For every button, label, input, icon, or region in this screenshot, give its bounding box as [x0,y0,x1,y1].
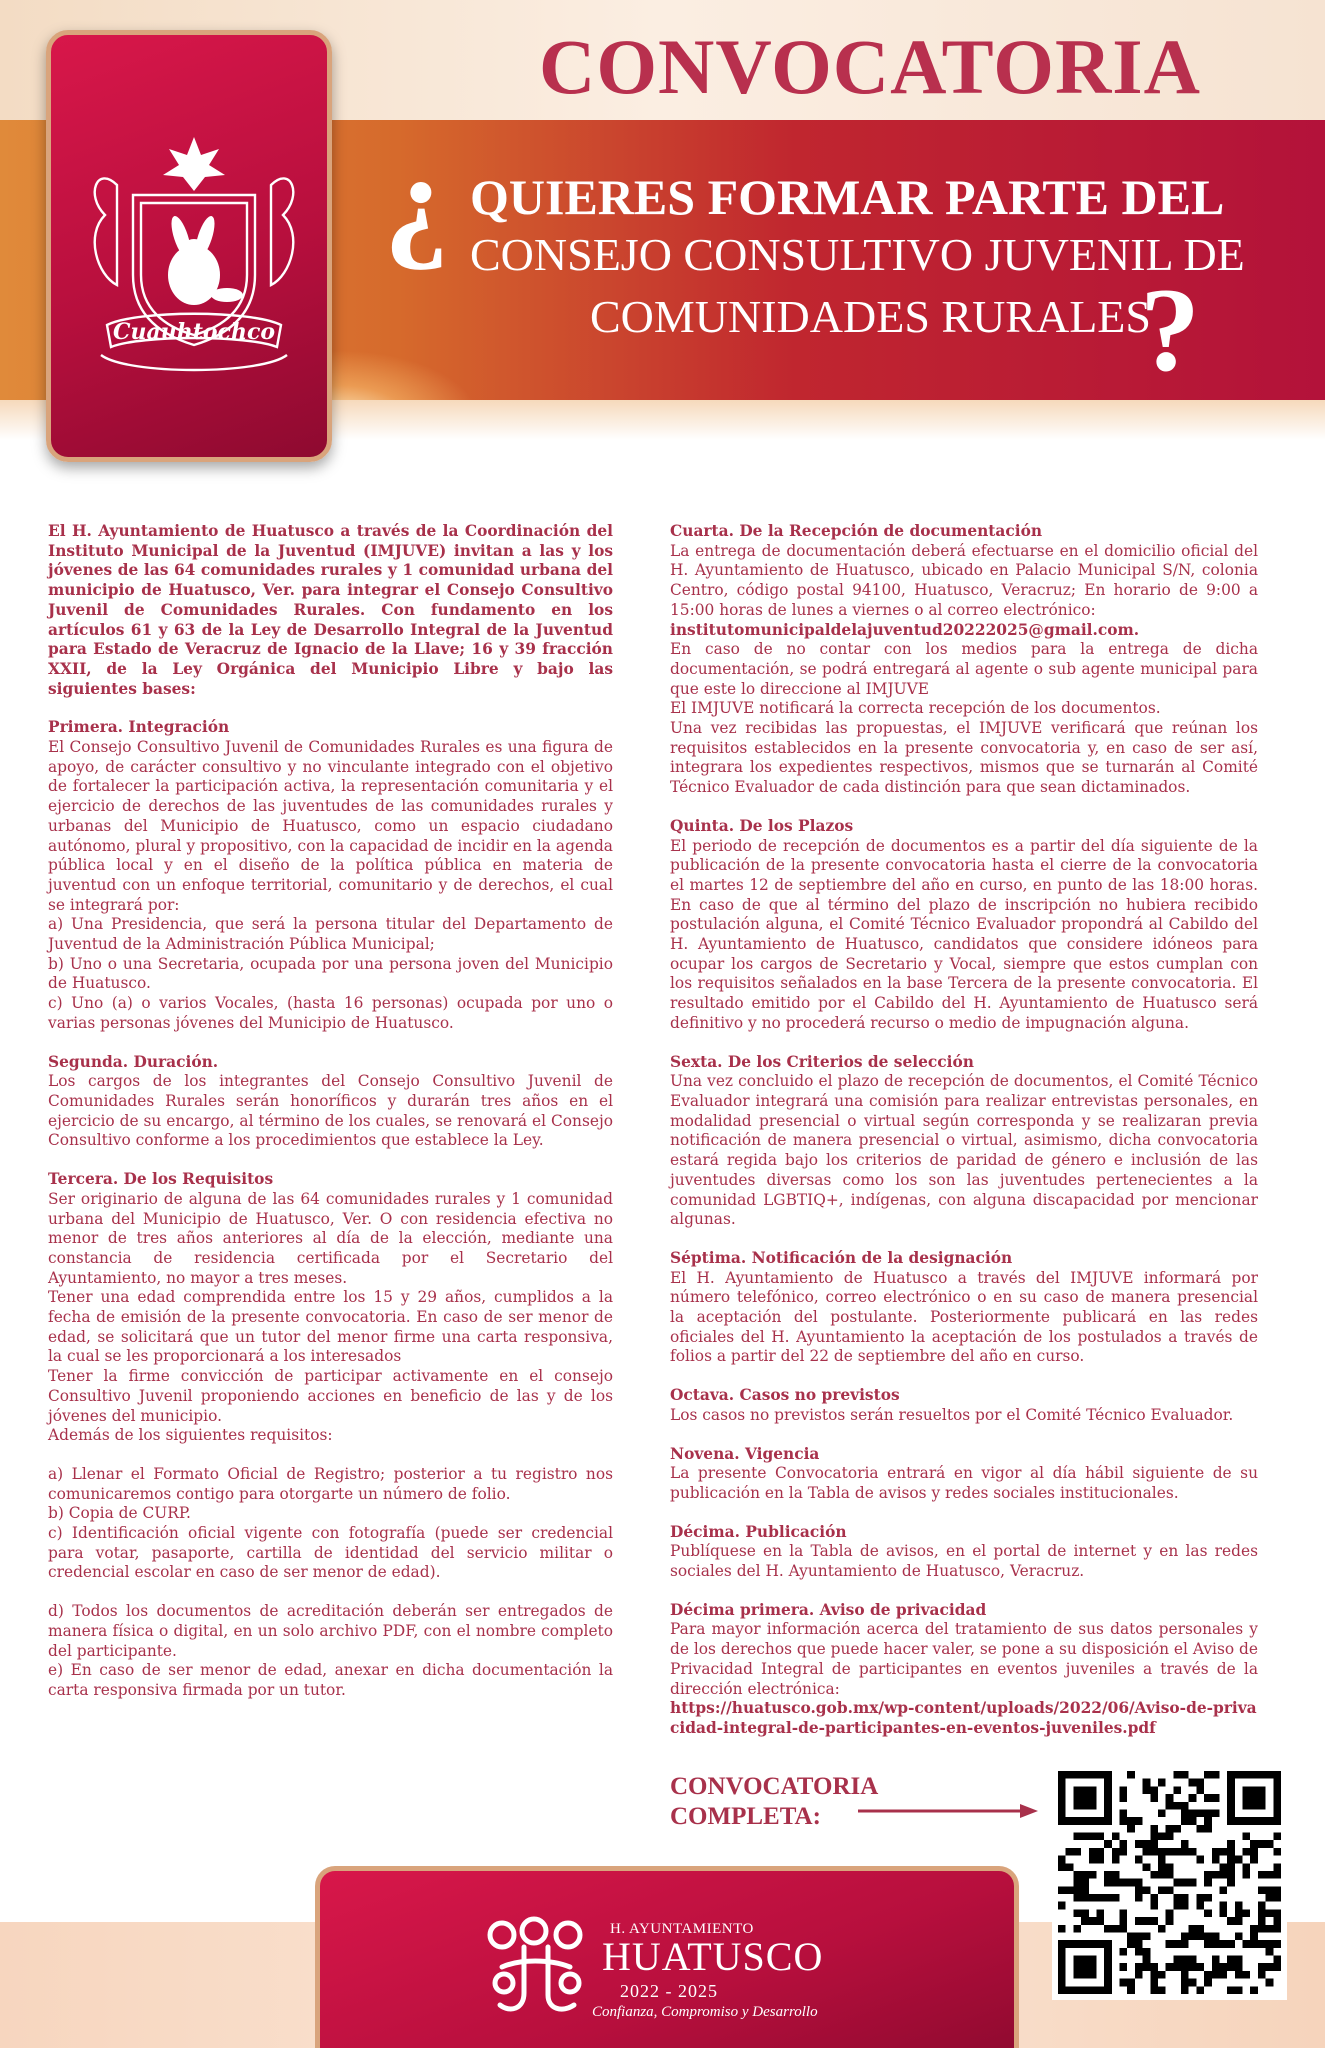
primera-item-b: b) Uno o una Secretaria, ocupada por una persona joven del Municipio de Huatusco. [48,954,613,993]
requirement-d: d) Todos los documentos de acreditación deberán ser entregados de manera física o digital, en un solo archivo PDF, con el nombre completo del participante. [48,1602,613,1660]
section-body-decima: Publíquese en la Tabla de avisos, en el portal de internet y en las redes sociales del H. Ayuntamiento de Huatusco, Veracruz. [670,1542,1258,1581]
headline-line-1: QUIERES FORMAR PARTE DEL [470,169,1225,225]
section-title-novena: Novena. Vigencia [670,1444,820,1463]
headline-line-3: COMUNIDADES RURALES [590,291,1151,342]
section-body-decima-primera: Para mayor información acerca del tratamiento de sus datos personales y de los derechos que puede hacer valer, se pone a su disposición el Aviso de Privacidad Integral de participantes en eventos juveniles a través de la dirección electrónica: [670,1620,1258,1698]
crest-card [46,30,332,462]
cuarta-paragraph-1: La entrega de documentación deberá efectuarse en el domicilio oficial del H. Ayuntamiento de Huatusco, ubicado en Palacio Municipal S/N, colonia Centro, código postal 94100, Huatusco, Veracruz; En horario de 9:00 a 15:00 horas de lunes a viernes o al correo electrónico: [670,541,1258,619]
qr-code-icon [1058,1771,1281,1994]
section-title-cuarta: Cuarta. De la Recepción de documentación [670,522,1043,540]
section-title-septima: Séptima. Notificación de la designación [670,1248,1013,1267]
page-title: CONVOCATORIA [539,23,1201,110]
requirement-a: a) Llenar el Formato Oficial de Registro; posterior a tu registro nos comunicaremos contigo para otorgarte un número de folio. [48,1464,613,1503]
cuarta-paragraph-3: El IMJUVE notificará la correcta recepción de los documentos. [670,699,1161,718]
section-body-quinta: El periodo de recepción de documentos es a partir del día siguiente de la publicación de la presente convocatoria hasta el cierre de la convocatoria el martes 12 de septiembre del año en curso, en punto de las 18:00 horas. En caso de que al término del plazo de inscripción no hubiera recibido postulación alguna, el Comité Técnico Evaluador propondrá al Cabildo del H. Ayuntamiento de Huatusco, candidatos que considere idóneos para ocupar los cargos de Secretario y Vocal, siempre que estos cumplan con los requisitos señalados en la base Tercera de la presente convocatoria. El resultado emitido por el Cabildo del H. Ayuntamiento de Huatusco será definitivo y no procederá recurso o medio de impugnación alguna. [670,836,1258,1032]
tercera-paragraph-2: Tener una edad comprendida entre los 15 y 29 años, cumplidos a la fecha de emisión de la presente convocatoria. En caso de ser menor de edad, se solicitará que un tutor del menor firme una carta responsiva, la cual se les proporcionará a los interesados [48,1288,613,1366]
tercera-paragraph-4: Además de los siguientes requisitos: [48,1426,333,1445]
privacy-notice-link[interactable]: https://huatusco.gob.mx/wp-content/uploads/2022/06/Aviso-de-privacidad-integral-de-participantes-en-eventos-juveniles.pdf [670,1699,1257,1737]
section-title-quinta: Quinta. De los Plazos [670,816,854,835]
requirement-b: b) Copia de CURP. [48,1504,191,1523]
footer-huatusco-wordmark: HUATUSCO [602,1934,824,1979]
full-call-label [670,1772,878,1832]
question-mark-open: ¿ [384,128,449,272]
section-title-octava: Octava. Casos no previstos [670,1386,900,1405]
headline-line-2: CONSEJO CONSULTIVO JUVENIL DE [470,229,1245,280]
cuarta-paragraph-2: En caso de no contar con los medios para la entrega de dicha documentación, se podrá entregará al agente o sub agente municipal para que este lo direccione al IMJUVE [670,640,1258,698]
full-call-label-line-1: CONVOCATORIA [670,1773,879,1800]
footer-ayuntamiento-label: H. AYUNTAMIENTO [610,1921,754,1937]
section-title-primera: Primera. Integración [48,718,230,737]
cuauhtochco-crest-icon [77,125,311,395]
section-body-sexta: Una vez concluido el plazo de recepción de documentos, el Comité Técnico Evaluador integrará una comisión para realizar entrevistas personales, en modalidad presencial o virtual según corresponda y se realizaran previa notificación de manera presencial o virtual, asimismo, dicha convocatoria estará regida bajo los criterios de paridad de género e inclusión de las juventudes diversas como los son las juventudes pertenecientes a la comunidad LGBTIQ+, indígenas, con alguna discapacidad por mencionar algunas. [670,1072,1258,1229]
section-title-decima: Décima. Publicación [670,1522,847,1541]
section-title-segunda: Segunda. Duración. [48,1052,219,1071]
section-body-septima: El H. Ayuntamiento de Huatusco a través del IMJUVE informará por número telefónico, correo electrónico o en su caso de manera presencial la aceptación del postulante. Posteriormente publicará en las redes oficiales del H. Ayuntamiento la aceptación de los postulados a través de folios a partir del 22 de septiembre del año en curso. [670,1268,1258,1366]
section-body-primera: El Consejo Consultivo Juvenil de Comunidades Rurales es una figura de apoyo, de carácter consultivo y no vinculante integrado con el objetivo de fortalecer la participación activa, la representación comunitaria y el ejercicio de derechos de las juventudes de las comunidades rurales y urbanas del Municipio de Huatusco, como un espacio ciudadano autónomo, plural y propositivo, con la capacidad de incidir en la agenda pública local y en el diseño de la política pública en materia de juventud con un enfoque territorial, comunitario y de derechos, el cual se integrará por: [48,738,613,914]
contact-email-link[interactable]: institutomunicipaldelajuventud20222025@gmail.com. [670,620,1140,639]
cuarta-paragraph-4: Una vez recibidas las propuestas, el IMJUVE verificará que reúnan los requisitos establecidos en la presente convocatoria y, en caso de ser así, integrara los expedientes respectivos, mismos que se turnarán al Comité Técnico Evaluador de cada distinción para que sean dictaminados. [670,719,1258,797]
question-mark-close: ? [1140,263,1200,396]
section-title-tercera: Tercera. De los Requisitos [48,1170,274,1189]
section-body-octava: Los casos no previstos serán resueltos por el Comité Técnico Evaluador. [670,1405,1234,1424]
arrow-right-icon [858,1803,1038,1819]
primera-item-a: a) Una Presidencia, que será la persona titular del Departamento de Juventud de la Administración Pública Municipal; [48,915,613,954]
intro-paragraph: El H. Ayuntamiento de Huatusco a través de la Coordinación del Instituto Municipal de la Juventud (IMJUVE) invitan a las y los jóvenes de las 64 comunidades rurales y 1 comunidad urbana del municipio de Huatusco, Ver. para integrar el Consejo Consultivo Juvenil de Comunidades Rurales. Con fundamento en los artículos 61 y 63 de la Ley de Desarrollo Integral de la Juventud para Estado de Veracruz de Ignacio de la Llave; 16 y 39 fracción XXII, de la Ley Orgánica del Municipio Libre y bajo las siguientes bases: [48,522,613,698]
section-body-novena: La presente Convocatoria entrará en vigor al día hábil siguiente de su publicación en la Tabla de avisos y redes sociales institucionales. [670,1464,1258,1502]
section-title-sexta: Sexta. De los Criterios de selección [670,1052,974,1071]
footer-card [315,1866,1019,2048]
qr-code[interactable] [1052,1765,1287,2000]
huatusco-logo-icon [480,1913,590,2023]
left-column [48,522,613,1701]
footer-years: 2022 - 2025 [620,1981,718,2001]
footer-slogan: Confianza, Compromiso y Desarrollo [592,2004,818,2020]
tercera-paragraph-3: Tener la firme convicción de participar activamente en el consejo Consultivo Juvenil proponiendo acciones en beneficio de las y de los jóvenes del municipio. [48,1367,613,1425]
section-body-segunda: Los cargos de los integrantes del Consejo Consultivo Juvenil de Comunidades Rurales serán honoríficos y durarán tres años en el ejercicio de su encargo, al término de los cuales, se renovará el Consejo Consultivo conforme a los procedimientos que establece la Ley. [48,1072,613,1150]
requirement-e: e) En caso de ser menor de edad, anexar en dicha documentación la carta responsiva firmada por un tutor. [48,1661,613,1699]
primera-item-c: c) Uno (a) o varios Vocales, (hasta 16 personas) ocupada por uno o varias personas jóvenes del Municipio de Huatusco. [48,994,613,1032]
crest-label: Cuauhtochco [112,319,276,345]
requirement-c: c) Identificación oficial vigente con fotografía (puede ser credencial para votar, pasaporte, cartilla de identidad del servicio militar o credencial escolar en caso de ser menor de edad). [48,1524,613,1582]
right-column [670,522,1258,1739]
section-title-decima-primera: Décima primera. Aviso de privacidad [670,1600,987,1619]
full-call-label-line-2: COMPLETA: [670,1803,821,1830]
tercera-paragraph-1: Ser originario de alguna de las 64 comunidades rurales y 1 comunidad urbana del Municipio de Huatusco, Ver. O con residencia efectiva no menor de tres años anteriores al día de la elección, mediante una constancia de residencia certificada por el Secretario del Ayuntamiento, no mayor a tres meses. [48,1189,613,1287]
